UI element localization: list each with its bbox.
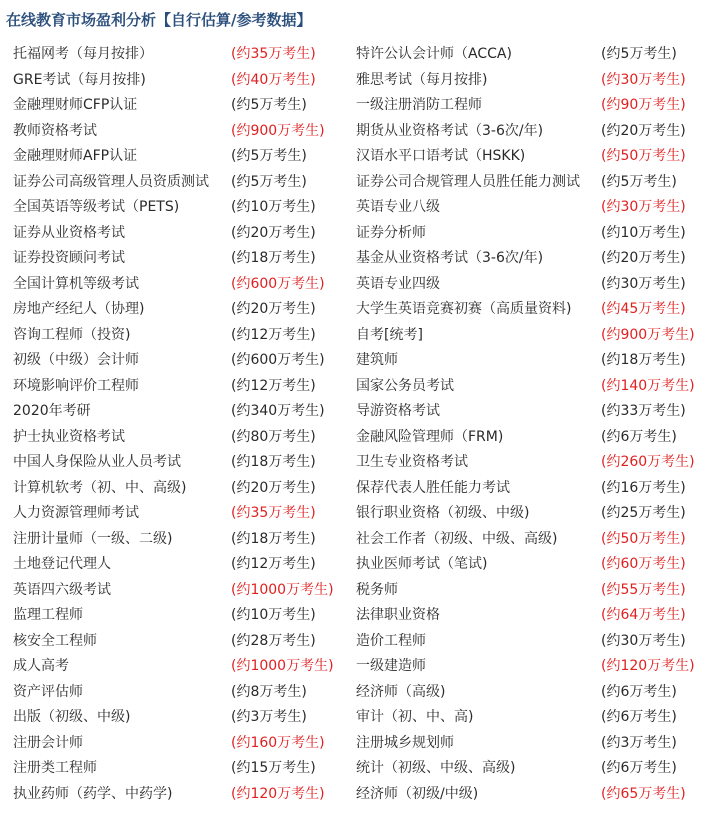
candidate-count: (约30万考生): [601, 199, 686, 215]
candidate-count: (约340万考生): [231, 403, 325, 419]
candidate-count: (约140万考生): [601, 377, 695, 394]
exam-name: 统计（初级、中级、高级): [356, 760, 516, 776]
exam-name: 执业医师考试（笔试): [356, 556, 488, 572]
candidate-count: (约900万考生): [601, 326, 695, 343]
exam-name: 初级（中级）会计师: [13, 352, 139, 368]
candidate-count: (约5万考生): [231, 148, 307, 164]
exam-name: 税务师: [356, 581, 398, 598]
candidate-count: (约90万考生): [601, 97, 686, 113]
exam-name: 托福网考（每月按排）: [13, 46, 153, 62]
exam-name: 注册类工程师: [13, 760, 97, 776]
exam-name: 中国人身保险从业人员考试: [13, 454, 181, 470]
candidate-count: (约900万考生): [231, 122, 325, 139]
candidate-count: (约45万考生): [601, 301, 686, 317]
exam-name: 2020年考研: [13, 403, 91, 419]
exam-row: [0, 93, 720, 119]
exam-name: 保荐代表人胜任能力考试: [356, 479, 510, 496]
candidate-count: (约35万考生): [231, 46, 316, 62]
candidate-count: (约160万考生): [231, 734, 325, 751]
candidate-count: (约40万考生): [231, 71, 316, 88]
exam-row: [0, 425, 720, 451]
exam-name: 建筑师: [356, 352, 398, 368]
candidate-count: (约35万考生): [231, 505, 316, 521]
candidate-count: (约5万考生): [231, 173, 307, 190]
candidate-count: (约12万考生): [231, 377, 316, 394]
candidate-count: (约12万考生): [231, 556, 316, 572]
exam-name: 咨询工程师（投资): [13, 326, 131, 343]
exam-name: 出版（初级、中级): [13, 709, 131, 725]
candidate-count: (约20万考生): [601, 122, 686, 139]
exam-row: [0, 170, 720, 196]
candidate-count: (约20万考生): [601, 250, 686, 266]
candidate-count: (约6万考生): [601, 760, 677, 776]
candidate-count: (约25万考生): [601, 505, 686, 521]
exam-row: [0, 297, 720, 323]
exam-row: [0, 323, 720, 349]
exam-name: 导游资格考试: [356, 403, 440, 419]
exam-name: 监理工程师: [13, 607, 83, 623]
candidate-count: (约60万考生): [601, 556, 686, 572]
exam-row: [0, 756, 720, 782]
exam-row: [0, 399, 720, 425]
candidate-count: (约10万考生): [231, 199, 316, 215]
exam-list: [0, 42, 720, 807]
exam-name: GRE考试（每月按排): [13, 71, 146, 88]
candidate-count: (约5万考生): [601, 46, 677, 62]
exam-row: [0, 782, 720, 808]
exam-name: 一级建造师: [356, 658, 426, 674]
candidate-count: (约260万考生): [601, 454, 695, 470]
exam-name: 大学生英语竞赛初赛（高质量资料): [356, 301, 572, 317]
exam-row: [0, 42, 720, 68]
exam-name: 全国计算机等级考试: [13, 275, 139, 292]
exam-row: [0, 450, 720, 476]
candidate-count: (约30万考生): [601, 275, 686, 292]
candidate-count: (约55万考生): [601, 581, 686, 598]
exam-name: 证券公司合规管理人员胜任能力测试: [356, 173, 580, 190]
exam-name: 计算机软考（初、中、高级): [13, 479, 187, 496]
exam-row: [0, 527, 720, 553]
exam-name: 人力资源管理师考试: [13, 505, 139, 521]
exam-name: 经济师（初级/中级): [356, 785, 479, 802]
candidate-count: (约30万考生): [601, 632, 686, 649]
exam-row: [0, 705, 720, 731]
exam-name: 经济师（高级): [356, 683, 446, 700]
exam-name: 教师资格考试: [13, 122, 97, 139]
exam-name: 金融风险管理师（FRM): [356, 428, 504, 445]
exam-row: [0, 654, 720, 680]
exam-row: [0, 195, 720, 221]
exam-row: [0, 246, 720, 272]
exam-name: 期货从业资格考试（3-6次/年): [356, 122, 544, 139]
exam-name: 汉语水平口语考试（HSKK): [356, 148, 526, 164]
candidate-count: (约16万考生): [601, 479, 686, 496]
candidate-count: (约6万考生): [601, 428, 677, 445]
exam-row: [0, 348, 720, 374]
exam-name: 造价工程师: [356, 632, 426, 649]
exam-name: 银行职业资格（初级、中级): [356, 505, 530, 521]
candidate-count: (约33万考生): [601, 403, 686, 419]
exam-name: 社会工作者（初级、中级、高级): [356, 530, 558, 547]
candidate-count: (约600万考生): [231, 352, 325, 368]
exam-name: 房地产经纪人（协理): [13, 301, 145, 317]
exam-name: 金融理财师AFP认证: [13, 148, 138, 164]
exam-name: 注册会计师: [13, 734, 83, 751]
exam-name: 核安全工程师: [13, 632, 97, 649]
exam-name: 证券公司高级管理人员资质测试: [13, 173, 209, 190]
exam-name: 金融理财师CFP认证: [13, 97, 138, 113]
exam-name: 英语专业八级: [356, 199, 440, 215]
candidate-count: (约600万考生): [231, 275, 325, 292]
exam-row: [0, 119, 720, 145]
exam-name: 护士执业资格考试: [13, 428, 125, 445]
exam-name: 证券投资顾问考试: [13, 250, 125, 266]
candidate-count: (约20万考生): [231, 479, 316, 496]
candidate-count: (约5万考生): [601, 173, 677, 190]
candidate-count: (约15万考生): [231, 760, 316, 776]
candidate-count: (约50万考生): [601, 530, 686, 547]
exam-name: 英语四六级考试: [13, 581, 111, 598]
candidate-count: (约1000万考生): [231, 581, 334, 598]
candidate-count: (约120万考生): [231, 785, 325, 802]
exam-name: 特许公认会计师（ACCA): [356, 46, 512, 62]
exam-name: 国家公务员考试: [356, 377, 454, 394]
candidate-count: (约50万考生): [601, 148, 686, 164]
candidate-count: (约3万考生): [231, 709, 307, 725]
exam-name: 英语专业四级: [356, 275, 440, 292]
exam-name: 环境影响评价工程师: [13, 377, 139, 394]
candidate-count: (约18万考生): [601, 352, 686, 368]
exam-name: 一级注册消防工程师: [356, 97, 482, 113]
candidate-count: (约5万考生): [231, 97, 307, 113]
exam-row: [0, 272, 720, 298]
exam-name: 资产评估师: [13, 683, 83, 700]
exam-name: 证券分析师: [356, 224, 426, 241]
exam-row: [0, 629, 720, 655]
exam-name: 注册计量师（一级、二级): [13, 530, 173, 547]
candidate-count: (约18万考生): [231, 530, 316, 547]
candidate-count: (约3万考生): [601, 734, 677, 751]
candidate-count: (约6万考生): [601, 709, 677, 725]
exam-name: 土地登记代理人: [13, 556, 111, 572]
candidate-count: (约80万考生): [231, 428, 316, 445]
exam-name: 卫生专业资格考试: [356, 454, 468, 470]
candidate-count: (约18万考生): [231, 454, 316, 470]
candidate-count: (约30万考生): [601, 71, 686, 88]
exam-row: [0, 144, 720, 170]
exam-name: 注册城乡规划师: [356, 734, 454, 751]
candidate-count: (约20万考生): [231, 224, 316, 241]
exam-name: 审计（初、中、高): [356, 709, 474, 725]
candidate-count: (约120万考生): [601, 658, 695, 674]
exam-row: [0, 501, 720, 527]
exam-row: [0, 578, 720, 604]
candidate-count: (约20万考生): [231, 301, 316, 317]
page-title: 在线教育市场盈利分析【自行估算/参考数据】: [6, 11, 312, 29]
exam-name: 基金从业资格考试（3-6次/年): [356, 250, 544, 266]
candidate-count: (约28万考生): [231, 632, 316, 649]
exam-row: [0, 476, 720, 502]
candidate-count: (约10万考生): [231, 607, 316, 623]
exam-name: 成人高考: [13, 658, 69, 674]
candidate-count: (约10万考生): [601, 224, 686, 241]
exam-row: [0, 680, 720, 706]
exam-row: [0, 552, 720, 578]
exam-row: [0, 221, 720, 247]
exam-row: [0, 374, 720, 400]
exam-name: 执业药师（药学、中药学): [13, 785, 173, 802]
exam-name: 自考[统考]: [356, 326, 423, 343]
exam-name: 雅思考试（每月按排): [356, 71, 488, 88]
candidate-count: (约8万考生): [231, 683, 307, 700]
candidate-count: (约6万考生): [601, 683, 677, 700]
candidate-count: (约64万考生): [601, 607, 686, 623]
exam-row: [0, 68, 720, 94]
candidate-count: (约12万考生): [231, 326, 316, 343]
exam-name: 法律职业资格: [356, 607, 440, 623]
exam-row: [0, 731, 720, 757]
candidate-count: (约18万考生): [231, 250, 316, 266]
candidate-count: (约65万考生): [601, 785, 686, 802]
exam-row: [0, 603, 720, 629]
candidate-count: (约1000万考生): [231, 658, 334, 674]
exam-name: 证券从业资格考试: [13, 224, 125, 241]
exam-name: 全国英语等级考试（PETS): [13, 199, 180, 215]
